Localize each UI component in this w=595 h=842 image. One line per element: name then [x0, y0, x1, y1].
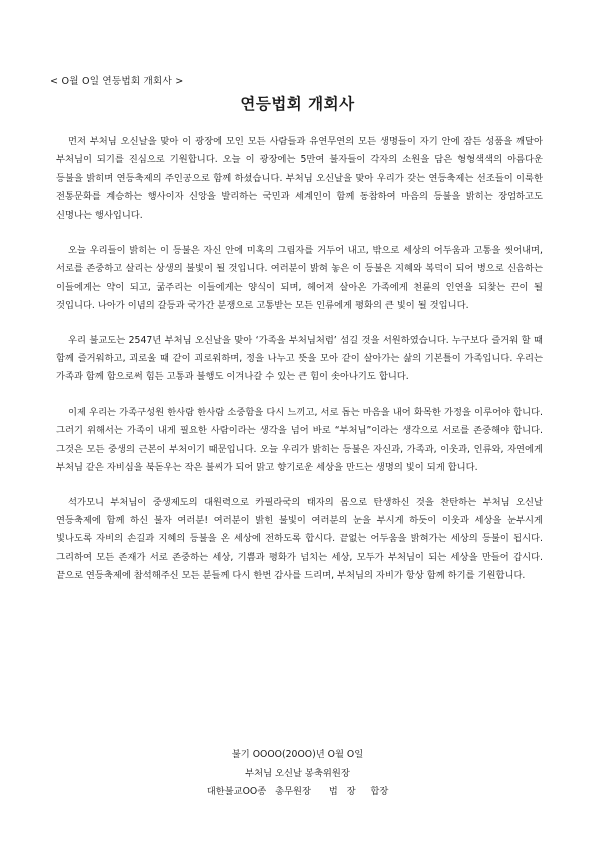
signature-committee: 부처님 오신날 봉축위원장	[245, 767, 350, 779]
signature-block	[0, 746, 595, 802]
paragraph-5: 석가모니 부처님이 중생제도의 대원력으로 카필라국의 태자의 몸으로 탄생하신 것을 찬탄하는 부처님 오신날 연등축제에 함께 하신 불자 여러분! 여러분이 밝힌 불빛이 여러분의 눈을 부시게 하듯이 이웃과 세상을 눈부시게 빛나도록 자비의 손길과 지혜의 등불을 온 세상에 전하도록 합시다. 끝없는 어두움을 밝혀가는 세상의 등불이 됩시다. 그리하여 모든 존재가 서로 존중하는 세상, 기쁨과 평화가 넘치는 세상, 모두가 부처님이 되는 세상을 만들어 갑시다. 끝으로 연등축제에 참석해주신 모든 분들께 다시 한번 감사를 드리며, 부처님의 자비가 항상 함께 하기를 기원합니다.	[56, 496, 543, 582]
header-note: < O월 O일 연등법회 개회사 >	[50, 76, 184, 87]
paragraph-4: 이제 우리는 가족구성원 한사람 한사람 소중함을 다시 느끼고, 서로 돕는 마음을 내어 화목한 가정을 이루어야 합니다. 그러기 위해서는 가족이 내게 필요한 사람이라는 생각을 넘어 바로 “부처님”이라는 생각으로 서로를 존중해야 합니다. 그것은 모든 중생의 근본이 부처이기 때문입니다. 오늘 우리가 밝히는 등불은 자신과, 가족과, 이웃과, 인류와, 자연에게 부처님 같은 자비심을 북돋우는 작은 불씨가 되어 맑고 향기로운 세상을 만드는 생명의 빛이 되게 합니다.	[56, 406, 543, 474]
paragraph-3: 우리 불교도는 2547년 부처님 오신날을 맞아 ‘가족을 부처님처럼’ 섬길 것을 서원하였습니다. 누구보다 즐거워 할 때 함께 즐거워하고, 괴로울 때 같이 괴로워하며, 정을 나누고 뜻을 모아 같이 살아가는 삶의 기본틀이 가족입니다. 우리는 가족과 함께 함으로써 힘든 고통과 불행도 이겨나갈 수 있는 큰 힘이 솟아나기도 합니다.	[56, 334, 543, 383]
paragraph-2: 오늘 우리들이 밝히는 이 등불은 자신 안에 미혹의 그림자를 거두어 내고, 밖으로 세상의 어두움과 고통을 씻어내며, 서로를 존중하고 살리는 상생의 불빛이 될 것입니다. 여러분이 밝혀 놓은 이 등불은 지혜와 복덕이 되어 병으로 신음하는 이들에게는 약이 되고, 굶주리는 이들에게는 양식이 되며, 헤어져 살아온 가족에게 천륜의 인연을 되찾는 끈이 될 것입니다. 나아가 이념의 갈등과 국가간 분쟁으로 고통받는 모든 인류에게 평화의 큰 빛이 될 것입니다.	[56, 245, 543, 312]
paragraph-1: 먼저 부처님 오신날을 맞아 이 광장에 모인 모든 사람들과 유연무연의 모든 생명들이 자기 안에 잠든 성품을 깨달아 부처님이 되기를 진심으로 기원합니다. 오늘 이 광장에는 5만여 불자들이 각자의 소원을 담은 형형색색의 아름다운 등불을 밝히며 연등축제의 주인공으로 함께 하셨습니다. 부처님 오신날을 맞아 우리가 갖는 연등축제는 선조들이 이룩한 전통문화를 계승하는 행사이자 신앙을 발리하는 국민과 세계인이 함께 동참하여 마음의 등불을 밝히는 장엄하고도 신명나는 행사입니다.	[56, 136, 543, 221]
page-title: 연등법회 개회사	[240, 95, 355, 113]
signature-author: 대한불교OO종 총무원장 법 장 합장	[206, 786, 389, 798]
document-body	[56, 133, 543, 602]
signature-date: 불기 OOOO(20OO)년 O월 O일	[231, 749, 364, 760]
